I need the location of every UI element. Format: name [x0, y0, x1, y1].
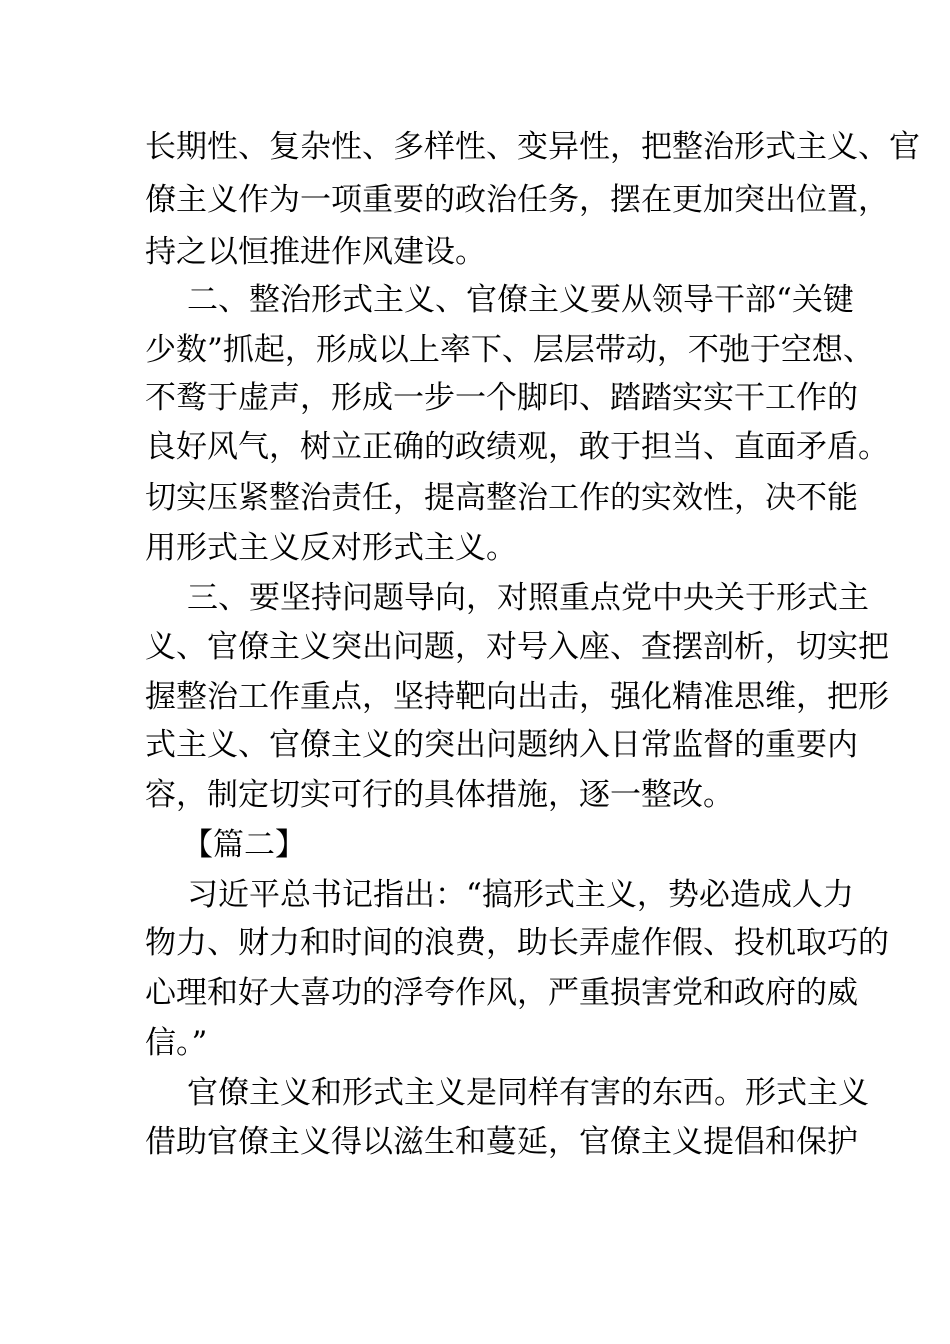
- text-line: 信。”: [145, 1025, 208, 1061]
- text-line: 容，制定切实可行的具体措施，逐一整改。: [145, 777, 734, 813]
- text-line: 义、官僚主义突出问题，对号入座、查摆剖析，切实把: [145, 629, 889, 665]
- text-line: 二、整治形式主义、官僚主义要从领导干部“关键: [187, 282, 854, 318]
- text-line: 持之以恒推进作风建设。: [145, 234, 486, 270]
- text-line: 借助官僚主义得以滋生和蔓延，官僚主义提倡和保护: [145, 1124, 858, 1160]
- text-line: 僚主义作为一项重要的政治任务，摆在更加突出位置，: [145, 182, 889, 218]
- text-line: 式主义、官僚主义的突出问题纳入日常监督的重要内: [145, 727, 858, 763]
- text-line: 不鹜于虚声，形成一步一个脚印、踏踏实实干工作的: [145, 380, 858, 416]
- section-heading: 【篇二】: [182, 827, 306, 863]
- text-line: 心理和好大喜功的浮夸作风，严重损害党和政府的威: [145, 975, 858, 1011]
- text-line: 长期性、复杂性、多样性、变异性，把整治形式主义、官: [145, 129, 920, 165]
- text-line: 用形式主义反对形式主义。: [145, 530, 517, 566]
- text-line: 三、要坚持问题导向，对照重点党中央关于形式主: [187, 580, 869, 616]
- text-line: 少数”抓起，形成以上率下、层层带动，不弛于空想、: [145, 332, 874, 368]
- text-line: 官僚主义和形式主义是同样有害的东西。形式主义: [187, 1075, 869, 1111]
- text-line: 良好风气，树立正确的政绩观，敢于担当、直面矛盾。: [145, 429, 889, 465]
- text-line: 切实压紧整治责任，提高整治工作的实效性，决不能: [145, 480, 858, 516]
- text-line: 物力、财力和时间的浪费，助长弄虚作假、投机取巧的: [145, 925, 889, 961]
- text-line: 习近平总书记指出：“搞形式主义，势必造成人力: [187, 877, 854, 913]
- text-line: 握整治工作重点，坚持靶向出击，强化精准思维，把形: [145, 679, 889, 715]
